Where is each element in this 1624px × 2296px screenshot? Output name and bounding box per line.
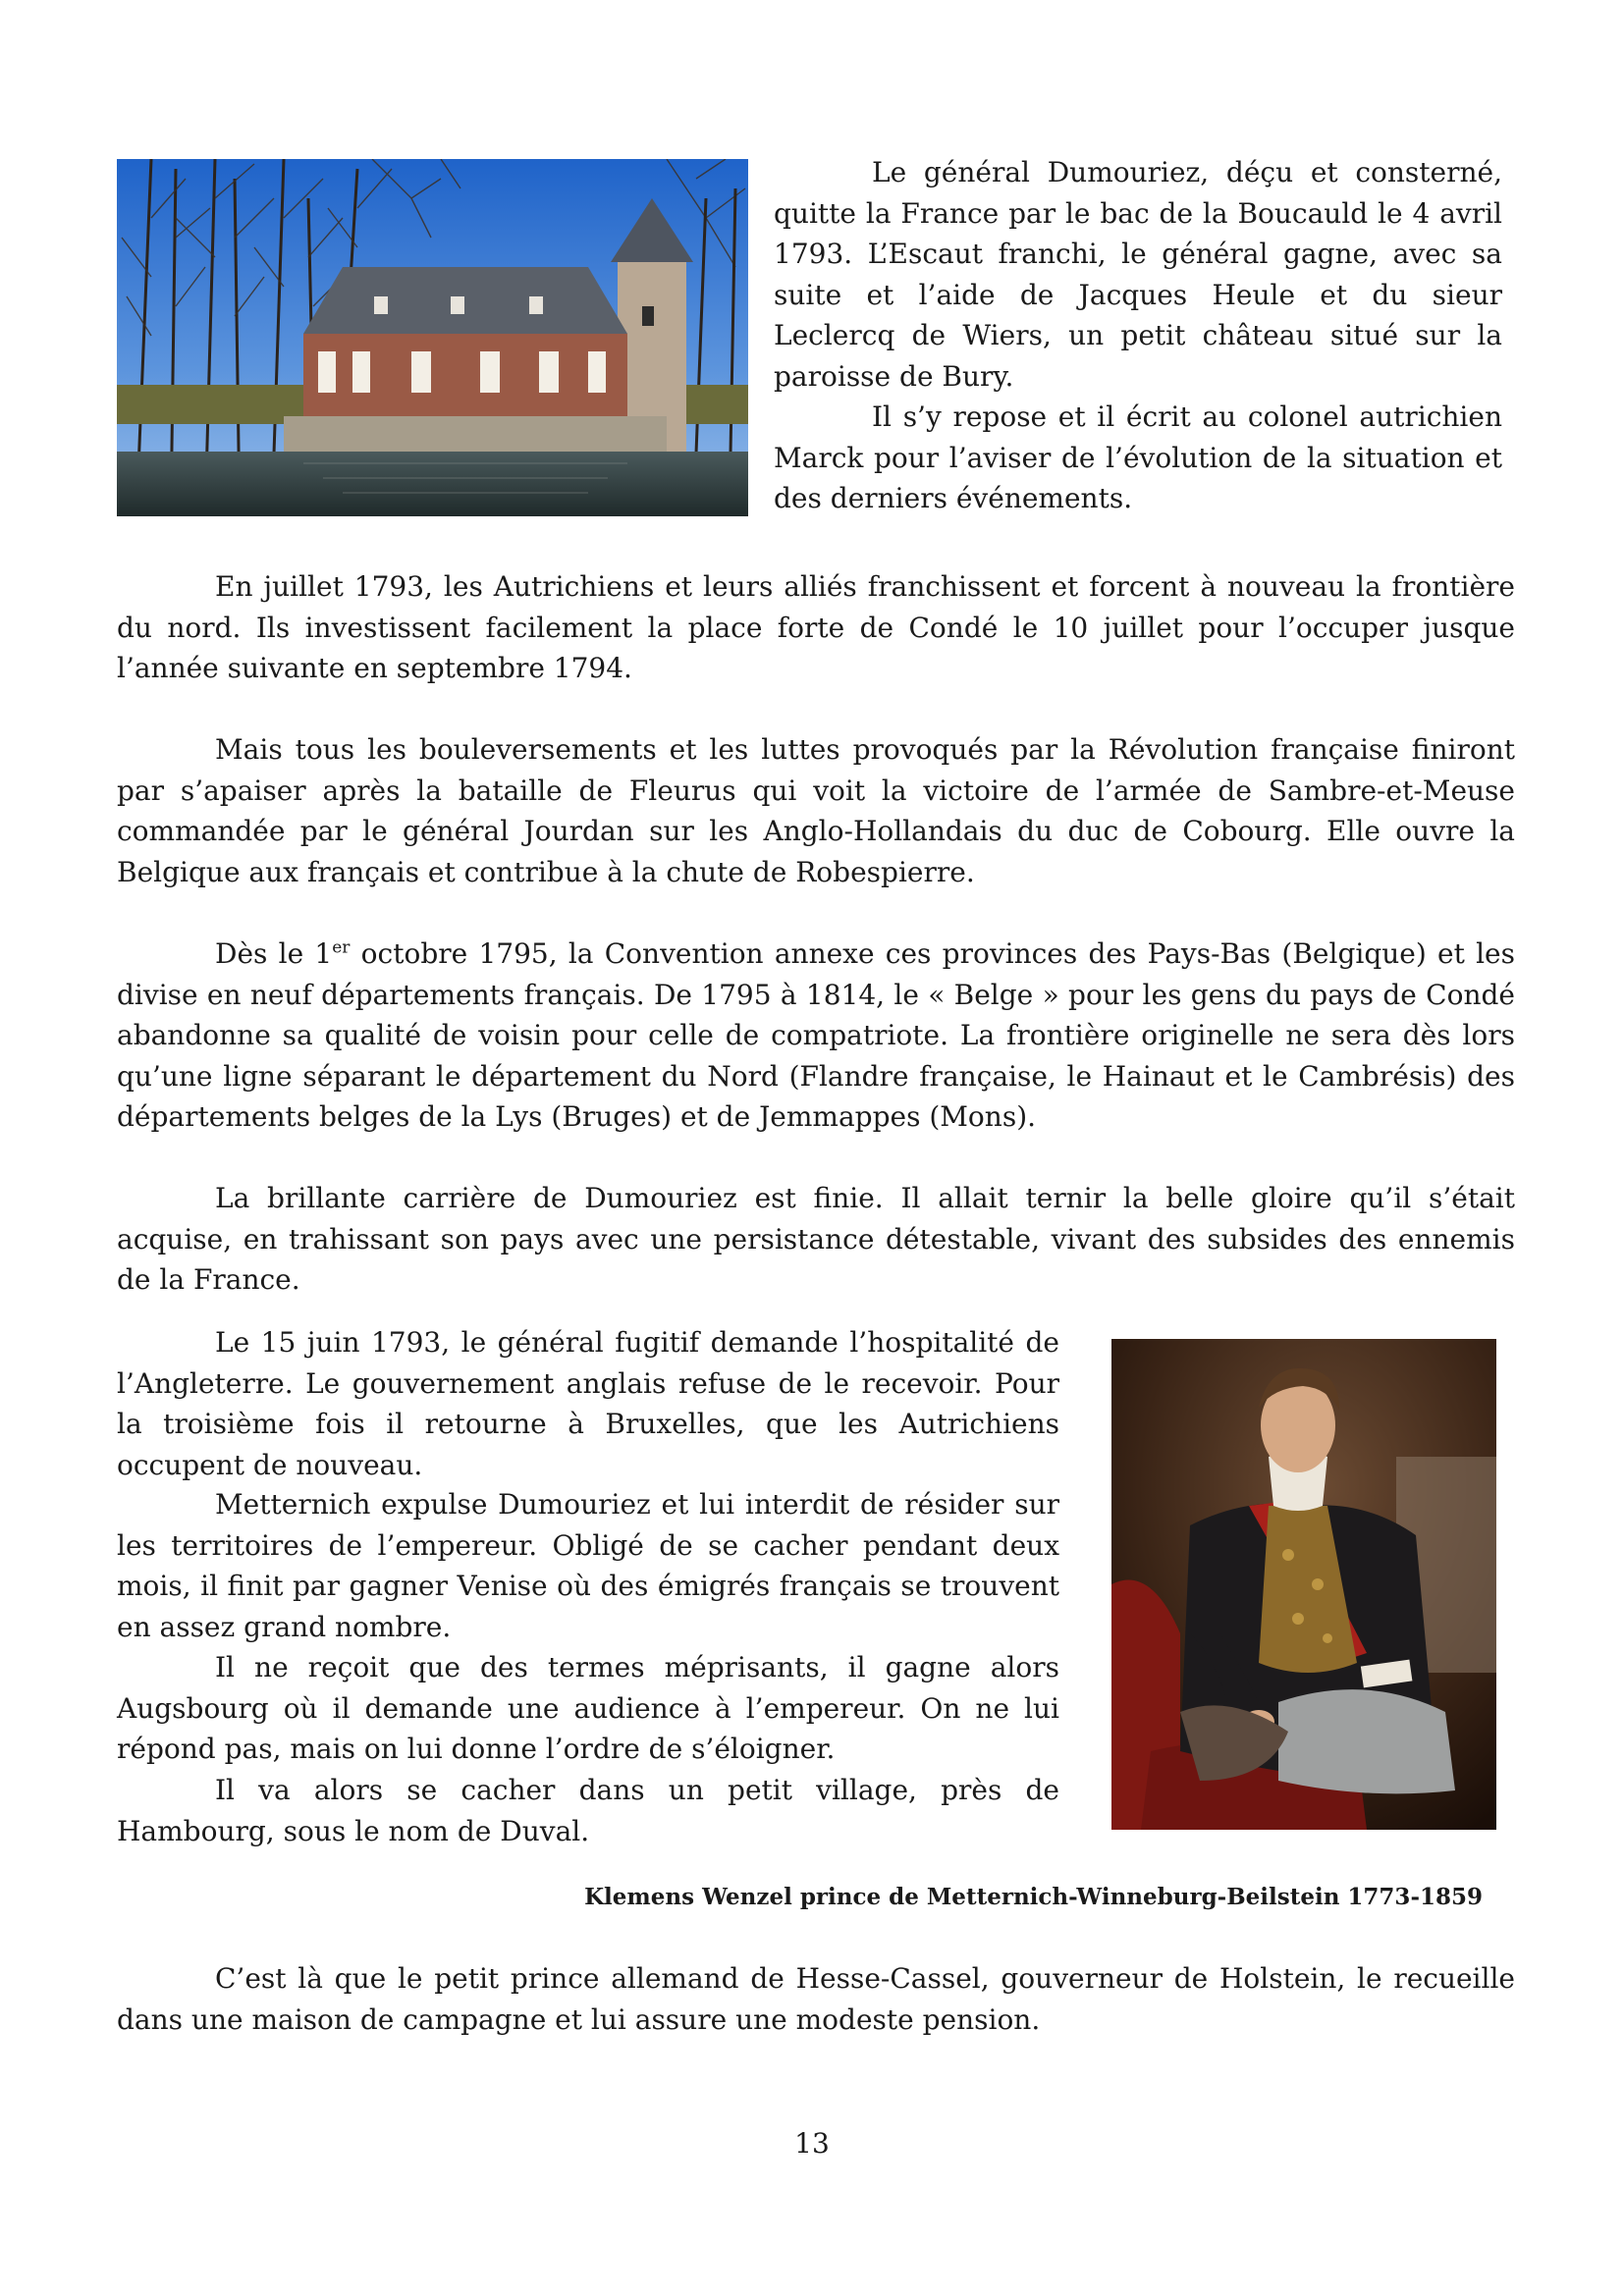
paragraph-5 — [117, 934, 1515, 1138]
paragraph-9: Il ne reçoit que des termes méprisants, il gagne alors Augsbourg où il demande une audience à l’empereur. On ne lui répond pas, mais on lui donne l’ordre de s’éloigner. — [117, 1651, 1059, 1765]
paragraph-1: Le général Dumouriez, déçu et consterné, quitte la France par le bac de la Boucauld le 4 avril 1793. L’Escaut franchi, le général gagne, avec sa suite et l’aide de Jacques Heule et du sieur Leclercq de Wiers, un petit château situé sur la paroisse de Bury. — [774, 156, 1502, 393]
paragraph-2: Il s’y repose et il écrit au colonel autrichien Marck pour l’aviser de l’évolution de la situation et des derniers événements. — [774, 400, 1502, 514]
portrait-illustration — [1111, 1339, 1496, 1830]
portrait-caption: Klemens Wenzel prince de Metternich-Winneburg-Beilstein 1773-1859 — [584, 1884, 1483, 1910]
paragraph-5-rest: octobre 1795, la Convention annexe ces provinces des Pays-Bas (Belgique) et les divise en neuf départements français. De 1795 à 1814, le « Belge » pour les gens du pays de Condé abandonne sa qualité de voisin pour celle de compatriote. La frontière originelle ne sera dès lors qu’une ligne séparant le département du Nord (Flandre française, le Hainaut et le Cambrésis) des départements belges de la Lys (Bruges) et de Jemmappes (Mons). — [117, 937, 1515, 1133]
paragraph-3: En juillet 1793, les Autrichiens et leurs alliés franchissent et forcent à nouveau la frontière du nord. Ils investissent facilement la place forte de Condé le 10 juillet pour l’occuper jusque l’année suivante en septembre 1794. — [117, 570, 1515, 684]
paragraph-10: Il va alors se cacher dans un petit village, près de Hambourg, sous le nom de Duval. — [117, 1774, 1059, 1847]
ordinal-superscript: er — [332, 937, 351, 958]
paragraph-5-start: Dès le 1 — [215, 937, 333, 970]
chateau-illustration — [117, 159, 748, 516]
paragraph-6: La brillante carrière de Dumouriez est finie. Il allait ternir la belle gloire qu’il s’était acquise, en trahissant son pays avec une persistance détestable, vivant des subsides des ennemis de la France. — [117, 1182, 1515, 1296]
paragraph-7: Le 15 juin 1793, le général fugitif demande l’hospitalité de l’Angleterre. Le gouvernement anglais refuse de le recevoir. Pour la troisième fois il retourne à Bruxelles, que les Autrichiens occupent de nouveau. — [117, 1326, 1059, 1481]
page-number: 13 — [794, 2127, 830, 2160]
paragraph-8: Metternich expulse Dumouriez et lui interdit de résider sur les territoires de l’empereur. Obligé de se cacher pendant deux mois, il finit par gagner Venise où des émigrés français se trouvent en assez grand nombre. — [117, 1488, 1059, 1643]
paragraph-11: C’est là que le petit prince allemand de Hesse-Cassel, gouverneur de Holstein, le recueille dans une maison de campagne et lui assure une modeste pension. — [117, 1962, 1515, 2036]
chateau-photo — [117, 159, 748, 516]
portrait-painting — [1111, 1339, 1496, 1830]
paragraph-4: Mais tous les bouleversements et les luttes provoqués par la Révolution française finiront par s’apaiser après la bataille de Fleurus qui voit la victoire de l’armée de Sambre-et-Meuse commandée par le général Jourdan sur les Anglo-Hollandais du duc de Cobourg. Elle ouvre la Belgique aux français et contribue à la chute de Robespierre. — [117, 733, 1515, 888]
